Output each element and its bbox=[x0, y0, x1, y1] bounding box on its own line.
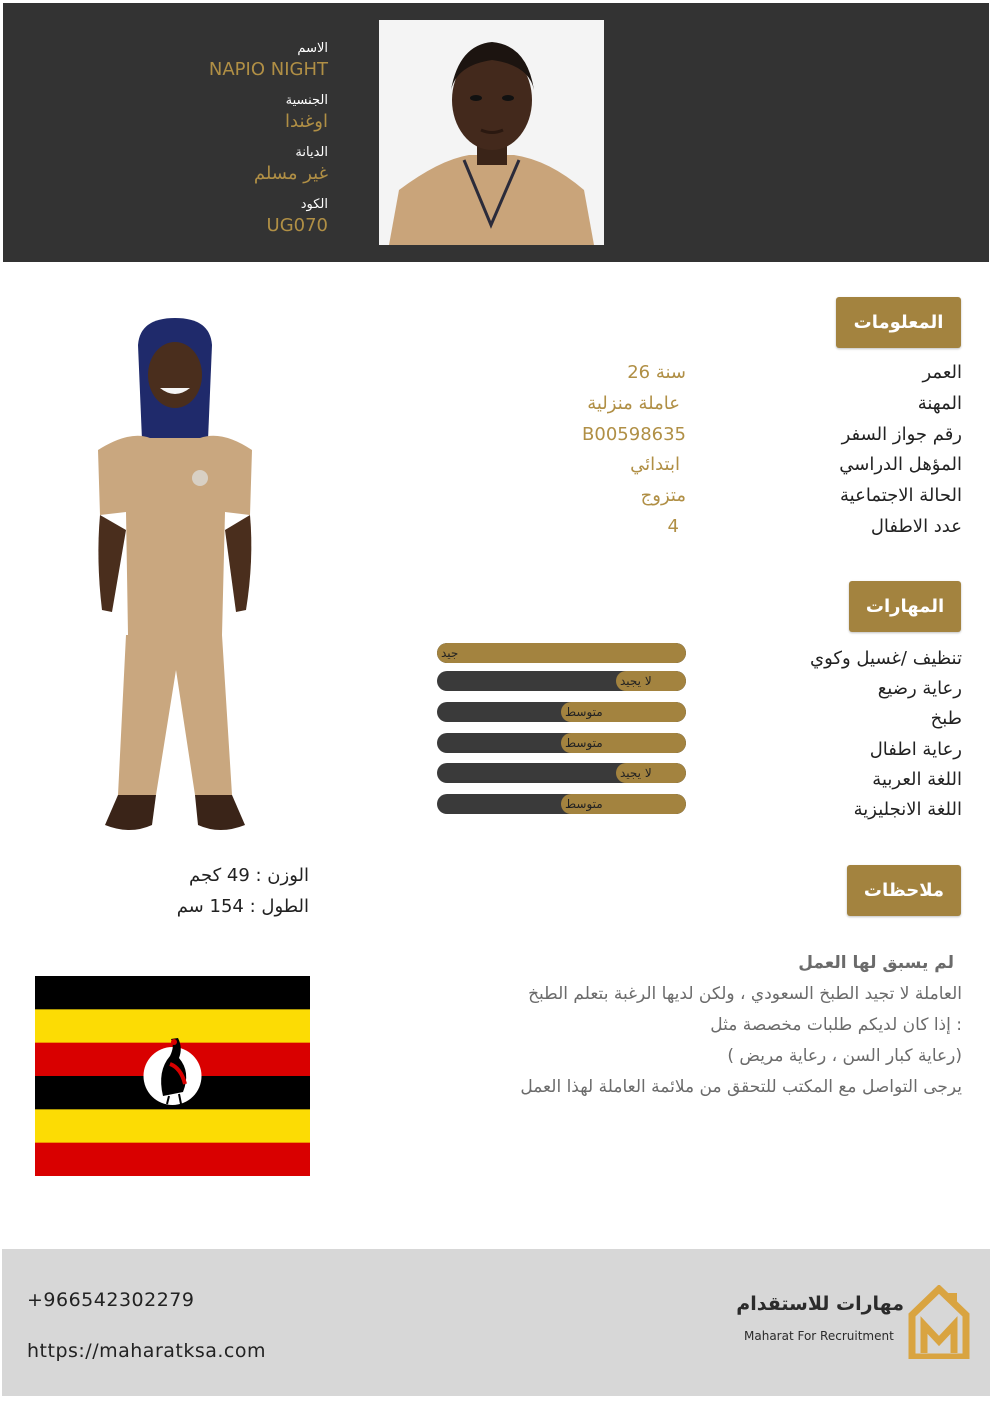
skill-level-text: لا يجيد bbox=[620, 766, 652, 780]
age-value: 26 سنة bbox=[627, 362, 686, 383]
passport-label: رقم جواز السفر bbox=[841, 424, 962, 445]
nationality-label: الجنسية bbox=[285, 93, 328, 108]
name-value: NAPIO NIGHT bbox=[208, 59, 328, 80]
education-label: المؤهل الدراسي bbox=[839, 454, 962, 475]
children-label: عدد الاطفال bbox=[870, 516, 962, 537]
uganda-flag bbox=[35, 976, 310, 1176]
flag-stripe bbox=[35, 1009, 310, 1043]
header-fields bbox=[78, 41, 328, 249]
skill-label-cooking: طبخ bbox=[930, 708, 962, 729]
skill-level-text: جيد bbox=[441, 646, 459, 660]
skill-bar bbox=[437, 702, 686, 722]
portrait-photo bbox=[379, 20, 604, 245]
passport-value: B00598635 bbox=[582, 424, 686, 445]
notes-line-1: العاملة لا تجيد الطبخ السعودي ، ولكن لديها الرغبة بتعلم الطبخ bbox=[528, 984, 962, 1004]
phone-number[interactable]: +966542302279 bbox=[27, 1289, 195, 1311]
age-label: العمر bbox=[922, 362, 962, 383]
weight-text: الوزن : 49 كجم bbox=[189, 865, 309, 886]
skill-level-text: متوسط bbox=[565, 797, 603, 811]
code-value: UG070 bbox=[266, 215, 328, 236]
skill-bar bbox=[437, 794, 686, 814]
name-label: الاسم bbox=[297, 41, 328, 56]
skill-level-text: متوسط bbox=[565, 705, 603, 719]
full-body-photo bbox=[60, 300, 290, 840]
notes-headline: لم يسبق لها العمل bbox=[798, 953, 954, 973]
skill-bar bbox=[437, 733, 686, 753]
house-logo-icon bbox=[908, 1285, 970, 1359]
info-section-button: المعلومات bbox=[836, 297, 961, 348]
religion-value: غير مسلم bbox=[253, 163, 328, 184]
children-value: 4 bbox=[667, 516, 679, 537]
company-logo bbox=[736, 1285, 974, 1365]
skill-label-english: اللغة الانجليزية bbox=[853, 799, 962, 820]
flag-stripe bbox=[35, 1109, 310, 1143]
notes-line-4: يرجى التواصل مع المكتب للتحقق من ملائمة العاملة لهذا العمل bbox=[520, 1077, 962, 1097]
website-link[interactable]: https://maharatksa.com bbox=[27, 1340, 267, 1362]
notes-line-3: ( رعاية كبار السن ، رعاية مريض) bbox=[727, 1046, 962, 1066]
profession-label: المهنة bbox=[917, 393, 962, 414]
skill-bar bbox=[437, 763, 686, 783]
skill-label-cleaning: تنظيف /غسيل وكوي bbox=[810, 648, 962, 669]
education-value: ابتدائي bbox=[630, 454, 680, 475]
footer bbox=[2, 1249, 990, 1396]
skill-level-text: لا يجيد bbox=[620, 674, 652, 688]
skill-bar bbox=[437, 671, 686, 691]
notes-line-2: إذا كان لديكم طلبات مخصصة مثل : bbox=[710, 1015, 962, 1035]
logo-english-text: Maharat For Recruitment bbox=[744, 1329, 894, 1343]
skill-label-child-care: رعاية اطفال bbox=[869, 739, 962, 760]
skill-label-infant-care: رعاية رضيع bbox=[877, 678, 962, 699]
notes-section-button: ملاحظات bbox=[847, 865, 961, 916]
notes-body bbox=[402, 948, 962, 1103]
flag-stripe bbox=[35, 1143, 310, 1176]
skills-section-button: المهارات bbox=[849, 581, 961, 632]
marital-status-value: متزوج bbox=[640, 485, 686, 506]
profession-value: عاملة منزلية bbox=[587, 393, 680, 414]
nationality-value: اوغندا bbox=[285, 111, 328, 132]
skill-bar bbox=[437, 643, 686, 663]
marital-status-label: الحالة الاجتماعية bbox=[840, 485, 962, 506]
religion-label: الديانة bbox=[295, 145, 328, 160]
logo-arabic-text: مهارات للاستقدام bbox=[736, 1293, 904, 1315]
code-label: الكود bbox=[300, 197, 328, 212]
height-text: الطول : 154 سم bbox=[176, 896, 309, 917]
skill-bar-fill bbox=[437, 643, 686, 663]
skill-label-arabic: اللغة العربية bbox=[872, 769, 962, 790]
skill-level-text: متوسط bbox=[565, 736, 603, 750]
flag-stripe bbox=[35, 976, 310, 1010]
